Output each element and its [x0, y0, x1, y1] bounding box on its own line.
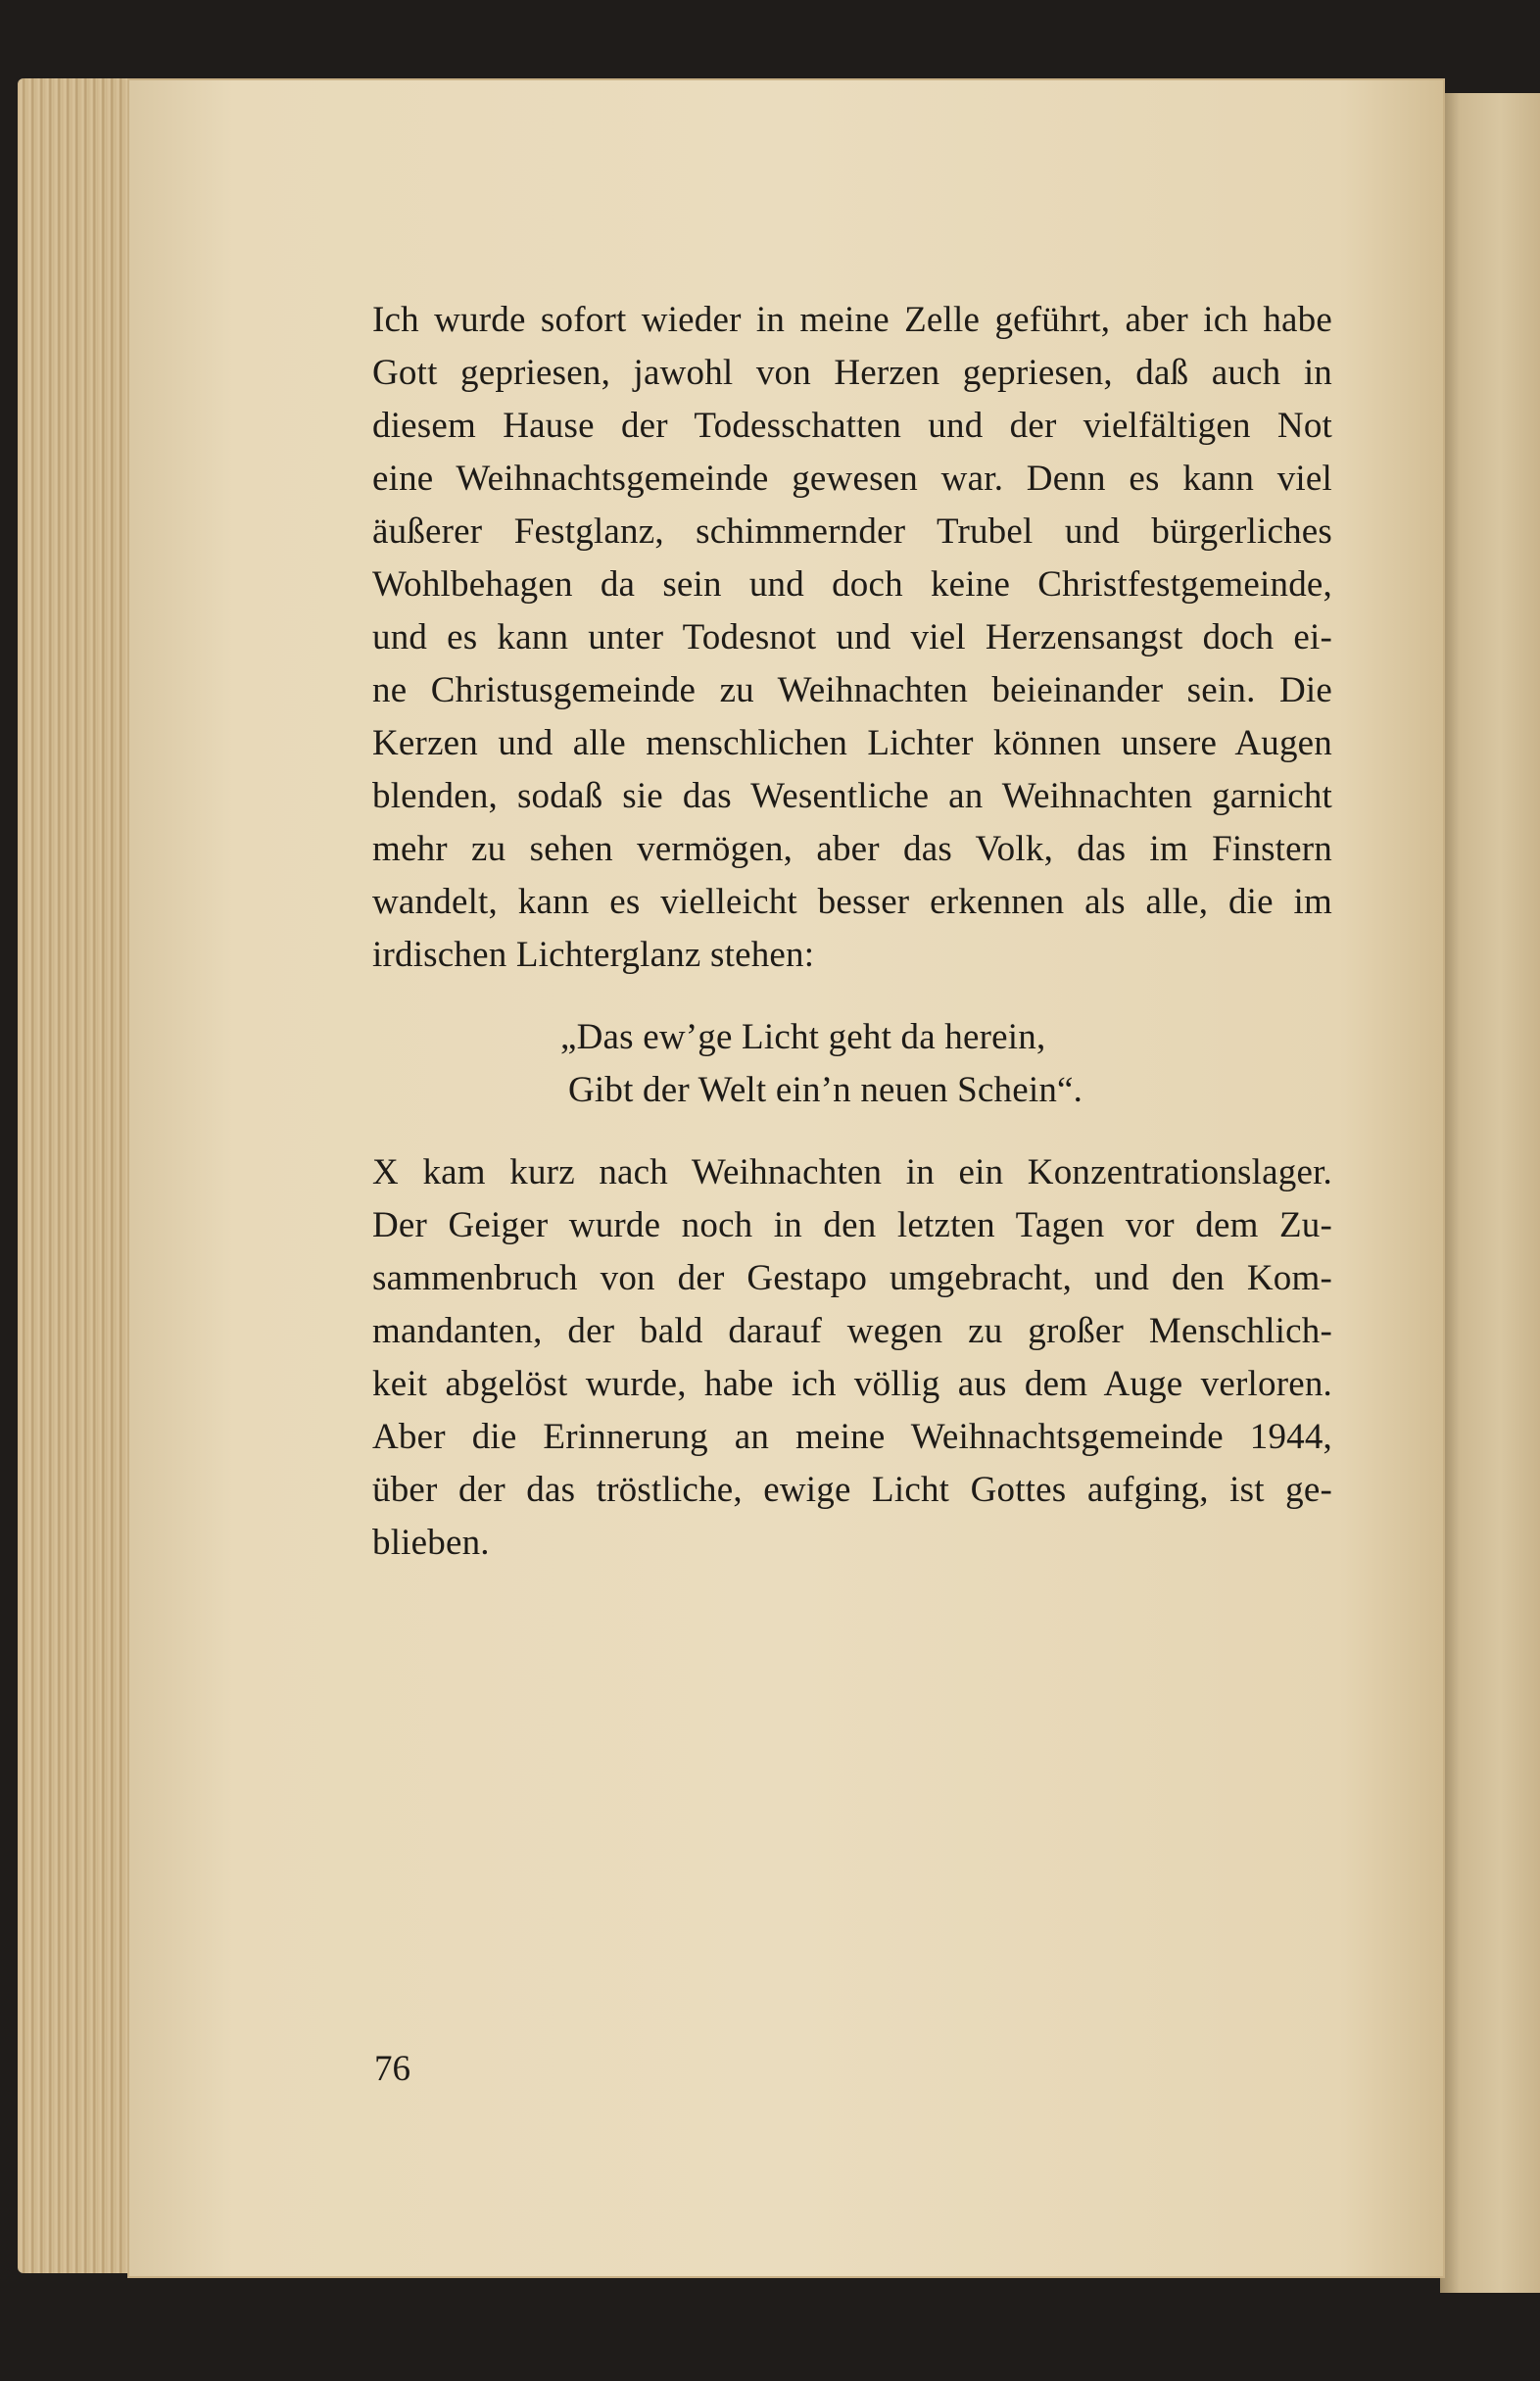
- text-line: irdischen Lichterglanz stehen:: [372, 935, 815, 975]
- verse-quote: [372, 1011, 1332, 1117]
- text-line: eine Weihnachtsgemeinde gewesen war. Denn es kann viel: [372, 459, 1332, 499]
- text-line: wandelt, kann es vielleicht besser erkennen als alle, die im: [372, 882, 1332, 922]
- text-line: sammenbruch von der Gestapo umgebracht, und den Kom-: [372, 1258, 1332, 1298]
- text-line: mehr zu sehen vermögen, aber das Volk, das im Finstern: [372, 829, 1332, 869]
- text-line: blenden, sodaß sie das Wesentliche an Weihnachten garnicht: [372, 776, 1332, 816]
- text-line: X kam kurz nach Weihnachten in ein Konzentrationslager.: [372, 1152, 1332, 1192]
- text-line: mandanten, der bald darauf wegen zu großer Menschlich-: [372, 1311, 1332, 1351]
- text-line: Aber die Erinnerung an meine Weihnachtsgemeinde 1944,: [372, 1417, 1332, 1457]
- verse-line: Gibt der Welt ein’n neuen Schein“.: [568, 1070, 1083, 1110]
- book-spine: [1440, 93, 1540, 2293]
- text-line: über der das tröstliche, ewige Licht Gottes aufging, ist ge-: [372, 1470, 1332, 1510]
- paragraph-1: [372, 294, 1332, 982]
- paragraph-2: [372, 1146, 1332, 1570]
- text-line: Ich wurde sofort wieder in meine Zelle geführt, aber ich habe: [372, 300, 1332, 340]
- text-line: Der Geiger wurde noch in den letzten Tagen vor dem Zu-: [372, 1205, 1332, 1245]
- text-line: blieben.: [372, 1523, 490, 1563]
- text-line: diesem Hause der Todesschatten und der vielfältigen Not: [372, 406, 1332, 446]
- page-text: [372, 294, 1332, 1570]
- text-line: und es kann unter Todesnot und viel Herzensangst doch ei-: [372, 617, 1332, 657]
- text-line: äußerer Festglanz, schimmernder Trubel und bürgerliches: [372, 511, 1332, 552]
- text-line: keit abgelöst wurde, habe ich völlig aus dem Auge verloren.: [372, 1364, 1332, 1404]
- text-line: Gott gepriesen, jawohl von Herzen gepriesen, daß auch in: [372, 353, 1332, 393]
- verse-line: „Das ew’ge Licht geht da herein,: [560, 1017, 1046, 1057]
- text-line: Kerzen und alle menschlichen Lichter können unsere Augen: [372, 723, 1332, 763]
- text-line: ne Christusgemeinde zu Weihnachten beieinander sein. Die: [372, 670, 1332, 710]
- page-number: 76: [374, 2049, 410, 2089]
- text-line: Wohlbehagen da sein und doch keine Christfestgemeinde,: [372, 564, 1332, 605]
